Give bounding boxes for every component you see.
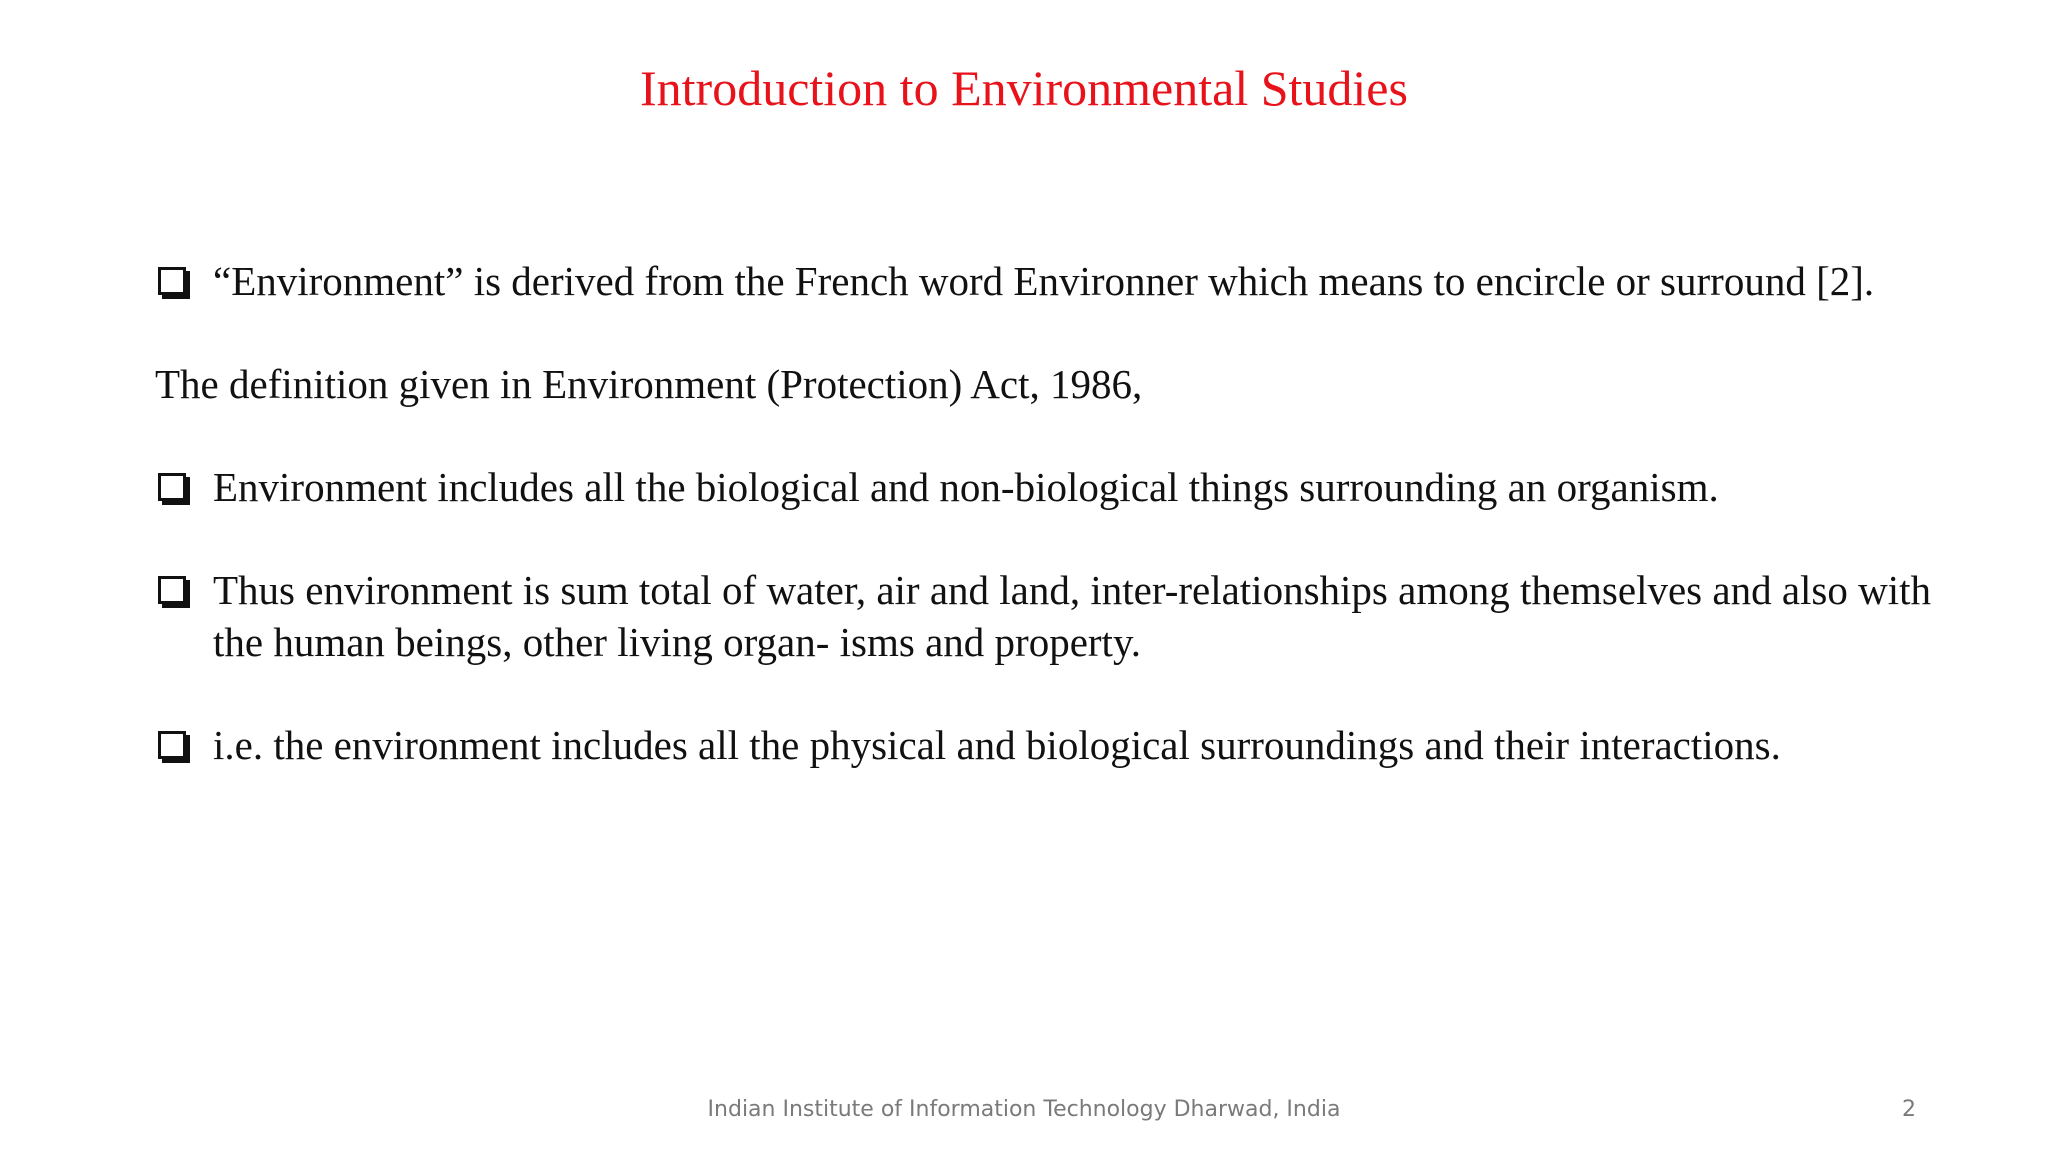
slide-title: Introduction to Environmental Studies [640, 60, 1408, 116]
bullet-text-3: Thus environment is sum total of water, air and land, inter-relationships among themselves and also with the human beings, other living organ- isms and property. [213, 567, 1932, 665]
slide-footer: Indian Institute of Information Technology Dharwad, India [707, 1097, 1341, 1122]
definition-intro: The definition given in Environment (Protection) Act, 1986, [155, 361, 1143, 407]
checkbox-square-icon [158, 267, 186, 295]
bullet-item-2 [155, 461, 1955, 513]
bullet-text-2: Environment includes all the biological and non-biological things surrounding an organism. [213, 464, 1719, 510]
checkbox-square-icon [158, 731, 186, 759]
bullet-item-4 [155, 719, 1955, 771]
slide-content [155, 255, 1955, 822]
bullet-item-1 [155, 255, 1955, 307]
checkbox-square-icon [158, 576, 186, 604]
checkbox-square-icon [158, 473, 186, 501]
bullet-text-1: “Environment” is derived from the French word Environner which means to encircle or surround [2]. [213, 258, 1875, 304]
bullet-item-3 [155, 564, 1955, 668]
page-number: 2 [1902, 1097, 1916, 1122]
bullet-text-4: i.e. the environment includes all the physical and biological surroundings and their interactions. [213, 722, 1781, 768]
